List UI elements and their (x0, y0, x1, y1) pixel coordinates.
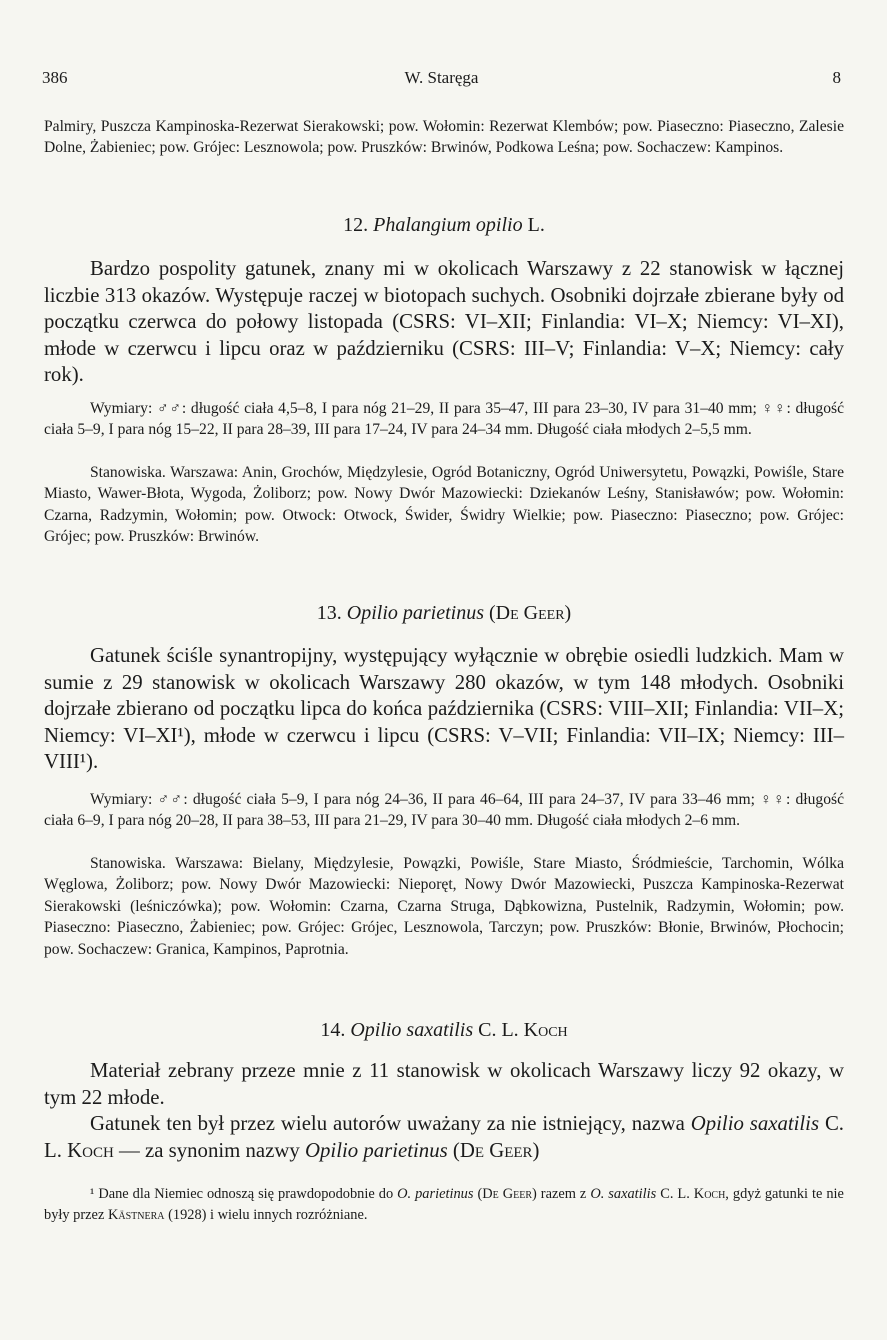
section-13-description: Gatunek ściśle synantropijny, występujący wyłącznie w obrębie osiedli ludzkich. Mam w sumie z 29 stanowisk w okolicach Warszawy 280 okazów, w tym 148 młodych. Osobniki dojrzałe zbierano od początku lipca do końca października (CSRS: VIII–XII; Finlandia: VII–X; Niemcy: VI–XI¹), młode w czerwcu i lipcu (CSRS: V–VII; Finlandia: VII–IX; Niemcy: III–VIII¹). (44, 644, 844, 773)
fn-author-2: C. L. Koch, (660, 1186, 729, 1202)
s14-author-1: Koch (67, 1138, 114, 1162)
section-12-description: Bardzo pospolity gatunek, znany mi w okolicach Warszawy z 22 stanowisk w łącznej liczbie 313 okazów. Występuje raczej w biotopach suchych. Osobniki dojrzałe zbierane były od początku czerwca do połowy listopada (CSRS: VI–XII; Finlandia: VI–X; Niemcy: VI–XI), młode w czerwcu i lipcu oraz w październiku (CSRS: III–V; Finlandia: V–X; Niemcy: cały rok). (44, 257, 844, 386)
s14-text-3: — za synonim nazwy (119, 1138, 300, 1162)
running-head-author: W. Staręga (404, 68, 479, 87)
section-14-author: C. L. Koch (478, 1019, 568, 1041)
section-12-measurements: Wymiary: ♂♂: długość ciała 4,5–8, I para nóg 21–29, II para 35–47, III para 23–30, IV para 31–40 mm; ♀♀: długość ciała 5–9, I para nóg 15–22, II para 28–39, III para 17–24, IV para 24–34 mm. Długość ciała młodych 2–5,5 mm. (44, 400, 844, 439)
fn-text-1: Dane dla Niemiec odnoszą się prawdopodobnie do (98, 1186, 394, 1202)
fn-text-2: razem z (540, 1186, 587, 1202)
section-13-number: 13. (316, 602, 342, 624)
section-13-localities: Stanowiska. Warszawa: Bielany, Międzylesie, Powązki, Powiśle, Stare Miasto, Śródmieście, Tarchomin, Wólka Węglowa, Żoliborz; pow. Nowy Dwór Mazowiecki: Nieporęt, Nowy Dwór Mazowiecki, Puszcza Kampinoska-Rezerwat Sierakowski (leśniczówka); pow. Wołomin: Czarna, Czarna Struga, Dąbkowizna, Pustelnik, Radzymin, Wołomin; pow. Piaseczno: Piaseczno, Żabieniec; pow. Grójec: Grójec, Lesznowola, Tarczyn; pow. Pruszków: Błonie, Brwinów, Płochocin; pow. Sochaczew: Granica, Kampinos, Paprotnia. (44, 855, 844, 958)
s14-author-2: (De Geer) (452, 1138, 540, 1162)
intro-localities-paragraph: Palmiry, Puszcza Kampinoska-Rezerwat Sierakowski; pow. Wołomin: Rezerwat Klembów; pow. Piaseczno: Piaseczno, Zalesie Dolne, Żabieniec; pow. Grójec: Lesznowola; pow. Pruszków: Brwinów, Podkowa Leśna; pow. Sochaczew: Kampinos. (44, 118, 844, 157)
section-13-author: (De Geer) (489, 602, 572, 624)
fn-text-4: (1928) i wielu innych rozróżniane. (168, 1207, 368, 1223)
s14-species-2: Opilio parietinus (305, 1138, 448, 1162)
section-13-heading (44, 601, 844, 625)
s14-text-1: Gatunek ten był przez wielu autorów uważany za nie istniejący, nazwa (90, 1112, 685, 1135)
page-number: 386 (42, 68, 68, 87)
footnote (44, 1184, 844, 1226)
section-12-number: 12. (343, 214, 369, 236)
footnote-marker: ¹ (90, 1186, 95, 1202)
section-14-species: Opilio saxatilis (350, 1019, 474, 1041)
section-14-description-2 (44, 1111, 844, 1164)
running-header (42, 68, 841, 90)
section-12-localities: Stanowiska. Warszawa: Anin, Grochów, Międzylesie, Ogród Botaniczny, Ogród Uniwersytetu, Powązki, Powiśle, Stare Miasto, Wawer-Błota, Wygoda, Żoliborz; pow. Nowy Dwór Mazowiecki: Dziekanów Leśny, Stanisławów; pow. Wołomin: Czarna, Radzymin, Wołomin; pow. Otwock: Otwock, Świder, Świdry Wielkie; pow. Piaseczno: Piaseczno; pow. Grójec: Grójec; pow. Pruszków: Brwinów. (44, 464, 844, 546)
fn-author-1: (De Geer) (477, 1186, 537, 1202)
s14-text-2: C. L. (44, 1112, 845, 1162)
section-12-heading (44, 213, 844, 237)
section-12-species: Phalangium opilio (373, 214, 523, 236)
sheet-number: 8 (832, 68, 841, 87)
s14-species-1: Opilio saxatilis (690, 1112, 820, 1135)
fn-author-3: Kästnera (107, 1207, 165, 1223)
section-13-measurements: Wymiary: ♂♂: długość ciała 5–9, I para nóg 24–36, II para 46–64, III para 24–37, IV para 33–46 mm; ♀♀: długość ciała 6–9, I para nóg 20–28, II para 38–53, III para 21–29, IV para 30–40 mm. Długość ciała młodych 2–6 mm. (44, 791, 844, 830)
section-14-number: 14. (320, 1019, 346, 1041)
fn-species-2: O. saxatilis (590, 1186, 657, 1202)
section-13-species: Opilio parietinus (346, 602, 485, 624)
fn-text-3: gdyż gatunki te nie były przez (44, 1186, 844, 1223)
fn-species-1: O. parietinus (397, 1186, 474, 1202)
section-14-description-1: Materiał zebrany przeze mnie z 11 stanowisk w okolicach Warszawy liczy 92 okazy, w tym 22 młode. (44, 1059, 844, 1109)
section-12-author: L. (527, 214, 545, 236)
section-14-heading (44, 1018, 844, 1042)
